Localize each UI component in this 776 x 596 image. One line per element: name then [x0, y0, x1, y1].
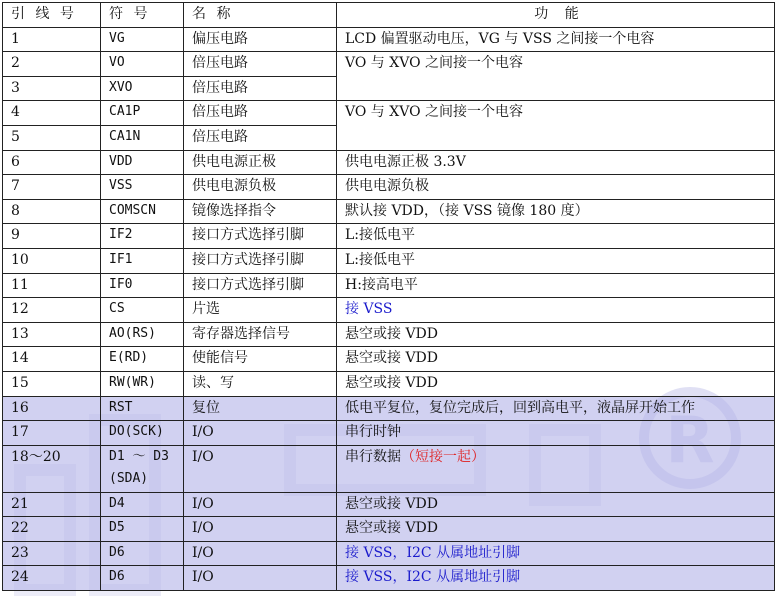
table-row: [3, 371, 775, 396]
pin-symbol: IF2: [101, 224, 184, 249]
pin-symbol: IF1: [101, 248, 184, 273]
table-row: [3, 541, 775, 566]
pin-name: 接口方式选择引脚: [184, 273, 337, 298]
table-row: [3, 27, 775, 52]
pin-symbol: CA1N: [101, 125, 184, 150]
pin-function: VO 与 XVO 之间接一个电容: [337, 52, 775, 101]
pin-number: 13: [3, 322, 101, 347]
pin-name: I/O: [184, 445, 337, 492]
pin-function: 供电电源负极: [337, 175, 775, 200]
pin-name: 偏压电路: [184, 27, 337, 52]
header-pin: 引 线 号: [3, 3, 101, 28]
pin-number: 15: [3, 371, 101, 396]
pin-number: 21: [3, 492, 101, 517]
pin-name: 镜像选择指令: [184, 199, 337, 224]
pin-name: 接口方式选择引脚: [184, 224, 337, 249]
pin-number: 1: [3, 27, 101, 52]
function-text-blue: 接 VSS: [345, 301, 393, 318]
pin-number: 5: [3, 125, 101, 150]
pin-function: 低电平复位，复位完成后，回到高电平，液晶屏开始工作: [337, 396, 775, 421]
pin-number: 24: [3, 566, 101, 591]
pin-name: 寄存器选择信号: [184, 322, 337, 347]
header-row: [3, 3, 775, 28]
table-row: [3, 347, 775, 372]
pin-symbol: D6: [101, 541, 184, 566]
pin-symbol: CS: [101, 298, 184, 323]
pin-symbol: RST: [101, 396, 184, 421]
pin-function: 默认接 VDD，（接 VSS 镜像 180 度）: [337, 199, 775, 224]
pin-name: 倍压电路: [184, 101, 337, 126]
pin-name: 倍压电路: [184, 76, 337, 101]
pin-number: 9: [3, 224, 101, 249]
table-row: [3, 396, 775, 421]
table-row: [3, 421, 775, 446]
pin-function: L:接低电平: [337, 224, 775, 249]
pin-name: I/O: [184, 421, 337, 446]
header-name: 名 称: [184, 3, 337, 28]
header-symbol: 符 号: [101, 3, 184, 28]
pin-number: 12: [3, 298, 101, 323]
symbol-line: (SDA): [109, 470, 149, 486]
pin-table: [2, 2, 775, 591]
pin-symbol: D5: [101, 517, 184, 542]
pin-function: H:接高电平: [337, 273, 775, 298]
pin-number: 17: [3, 421, 101, 446]
header-function: 功 能: [337, 3, 775, 28]
pin-number: 10: [3, 248, 101, 273]
pin-symbol: D6: [101, 566, 184, 591]
pin-name: 复位: [184, 396, 337, 421]
pin-name: I/O: [184, 517, 337, 542]
pin-symbol: VG: [101, 27, 184, 52]
pin-function: 悬空或接 VDD: [337, 347, 775, 372]
pin-function: 悬空或接 VDD: [337, 322, 775, 347]
table-row: [3, 517, 775, 542]
pin-symbol: RW(WR): [101, 371, 184, 396]
pin-symbol: [101, 445, 184, 492]
pin-symbol: D4: [101, 492, 184, 517]
pin-symbol: AO(RS): [101, 322, 184, 347]
table-row: [3, 492, 775, 517]
pin-function: VO 与 XVO 之间接一个电容: [337, 101, 775, 150]
pin-name: 接口方式选择引脚: [184, 248, 337, 273]
table-row: [3, 101, 775, 126]
symbol-line: D1 ～ D3: [109, 448, 169, 464]
pin-number: 16: [3, 396, 101, 421]
table-row: [3, 566, 775, 591]
table-row: [3, 322, 775, 347]
pin-symbol: DO(SCK): [101, 421, 184, 446]
pin-name: 读、写: [184, 371, 337, 396]
table-row: [3, 150, 775, 175]
pin-function: [337, 298, 775, 323]
pin-number: 22: [3, 517, 101, 542]
pin-function: 串行时钟: [337, 421, 775, 446]
function-text-blue: 接 VSS，I2C 从属地址引脚: [345, 569, 521, 586]
pin-number: 11: [3, 273, 101, 298]
pin-symbol: VO: [101, 52, 184, 77]
pin-symbol: COMSCN: [101, 199, 184, 224]
pin-function: 悬空或接 VDD: [337, 492, 775, 517]
pin-name: 倍压电路: [184, 125, 337, 150]
pin-symbol: XVO: [101, 76, 184, 101]
table-row: [3, 199, 775, 224]
pin-number: 7: [3, 175, 101, 200]
function-text-blue: 接 VSS，I2C 从属地址引脚: [345, 544, 521, 561]
pin-number: 8: [3, 199, 101, 224]
function-text: 串行数据: [345, 448, 401, 465]
table-row: [3, 298, 775, 323]
table-row: [3, 445, 775, 492]
pin-function: LCD 偏置驱动电压，VG 与 VSS 之间接一个电容: [337, 27, 775, 52]
pin-function: 悬空或接 VDD: [337, 517, 775, 542]
table-row: [3, 224, 775, 249]
pin-name: 供电电源负极: [184, 175, 337, 200]
pin-function: [337, 445, 775, 492]
pin-function: [337, 541, 775, 566]
pin-function: 供电电源正极 3.3V: [337, 150, 775, 175]
pin-number: 2: [3, 52, 101, 77]
pin-number: 4: [3, 101, 101, 126]
function-note: （短接一起）: [401, 448, 485, 465]
table-row: [3, 52, 775, 77]
pin-name: 供电电源正极: [184, 150, 337, 175]
table-row: [3, 248, 775, 273]
pin-number: 3: [3, 76, 101, 101]
pin-symbol: IF0: [101, 273, 184, 298]
pin-name: 片选: [184, 298, 337, 323]
pin-name: I/O: [184, 566, 337, 591]
pin-number: 6: [3, 150, 101, 175]
pin-function: [337, 566, 775, 591]
table-row: [3, 273, 775, 298]
pin-symbol: VDD: [101, 150, 184, 175]
pin-function: 悬空或接 VDD: [337, 371, 775, 396]
pin-symbol: E(RD): [101, 347, 184, 372]
pin-name: I/O: [184, 541, 337, 566]
pin-number: 23: [3, 541, 101, 566]
pin-function: L:接低电平: [337, 248, 775, 273]
pin-symbol: VSS: [101, 175, 184, 200]
table-row: [3, 175, 775, 200]
pin-number: 14: [3, 347, 101, 372]
pin-number: 18～20: [3, 445, 101, 492]
pin-symbol: CA1P: [101, 101, 184, 126]
pin-name: 倍压电路: [184, 52, 337, 77]
pin-name: 使能信号: [184, 347, 337, 372]
pin-name: I/O: [184, 492, 337, 517]
